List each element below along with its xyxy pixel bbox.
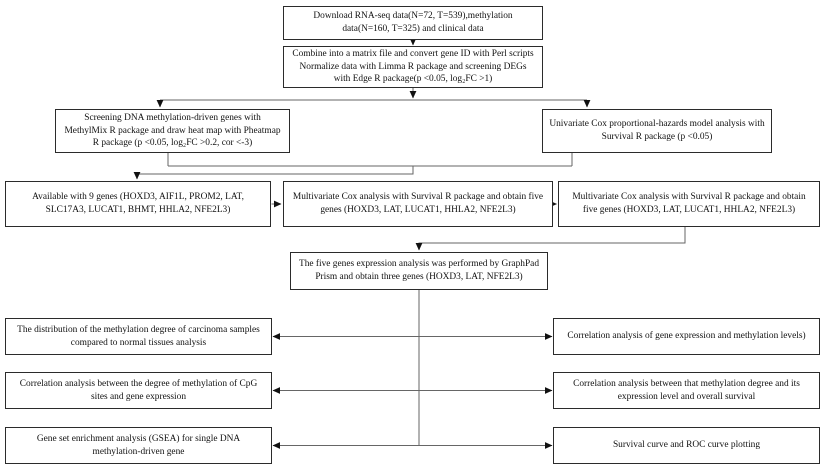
node-multivariate-cox-1 <box>283 181 553 227</box>
node-methylmix-screening <box>55 109 290 153</box>
node-download-data <box>283 6 543 40</box>
node-expression-methylation-correlation-label: Correlation analysis of gene expression and methylation levels) <box>567 331 806 342</box>
node-methylation-distribution-label: The distribution of the methylation degree of carcinoma samples compared to normal tissues analysis <box>17 324 260 348</box>
node-methylation-survival-correlation-label: Correlation analysis between that methylation degree and its expression level and overall survival <box>573 378 800 402</box>
node-download-data-label: Download RNA-seq data(N=72, T=539),methylation data(N=160, T=325) and clinical data <box>313 11 513 34</box>
node-combine-normalize-label: Combine into a matrix file and convert gene ID with Perl scripts Normalize data with Limma R package and screening DEGs with Edge R package(p <0.05, log₂FC >1) <box>292 48 534 85</box>
node-methylation-distribution <box>5 318 272 355</box>
node-survival-roc <box>553 427 820 464</box>
node-combine-normalize <box>283 46 543 88</box>
node-nine-genes-label: Available with 9 genes (HOXD3, AIF1L, PROM2, LAT, SLC17A3, LUCAT1, BHMT, HHLA2, NFE2L3) <box>32 192 244 215</box>
node-methylation-survival-correlation <box>553 372 820 409</box>
node-gsea <box>5 427 272 464</box>
node-gsea-label: Gene set enrichment analysis (GSEA) for single DNA methylation-driven gene <box>36 433 241 457</box>
node-multivariate-cox-1-label: Multivariate Cox analysis with Survival R package and obtain five genes (HOXD3, LAT, LUCAT1, HHLA2, NFE2L3) <box>292 192 544 215</box>
node-cpg-gene-expression-label: Correlation analysis between the degree of methylation of CpG sites and gene expression <box>19 378 258 402</box>
node-cpg-gene-expression <box>5 372 272 409</box>
node-graphpad-three-genes-label: The five genes expression analysis was performed by GraphPad Prism and obtain three genes (HOXD3, LAT, NFE2L3) <box>298 259 540 282</box>
node-expression-methylation-correlation <box>553 318 820 355</box>
edge-bus2-ninegenes <box>137 166 413 179</box>
node-nine-genes <box>5 181 271 227</box>
node-survival-roc-label: Survival curve and ROC curve plotting <box>612 440 761 451</box>
node-univariate-cox-label: Univariate Cox proportional-hazards model analysis with Survival R package (p <0.05) <box>549 119 765 142</box>
node-univariate-cox <box>542 109 772 153</box>
node-multivariate-cox-2-label: Multivariate Cox analysis with Survival R package and obtain five genes (HOXD3, LAT, LUCAT1, HHLA2, NFE2L3) <box>572 192 806 215</box>
node-graphpad-three-genes <box>290 252 548 290</box>
node-methylmix-screening-label: Screening DNA methylation-driven genes with MethylMix R package and draw heat map with Pheatmap R package (p <0.05, log₂FC >0.2, cor <-3) <box>64 112 281 149</box>
node-multivariate-cox-2 <box>558 181 820 227</box>
edge-multivariate2-graphpad <box>419 227 685 250</box>
